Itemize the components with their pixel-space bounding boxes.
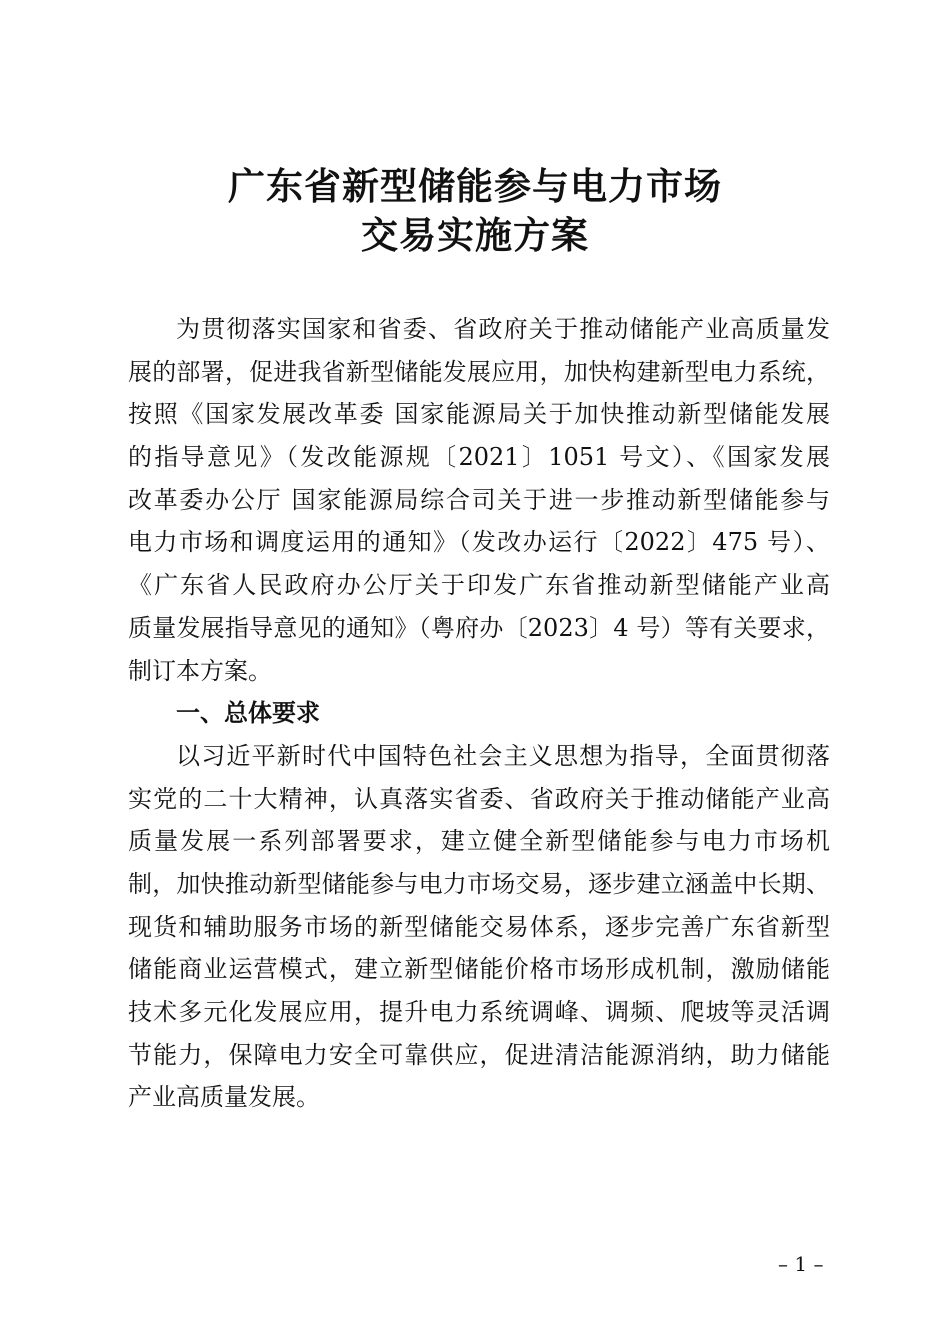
- intro-paragraph-line: 展的部署，促进我省新型储能发展应用，加快构建新型电力系统，: [128, 357, 830, 386]
- intro-paragraph-line: 质量发展指导意见的通知》（粤府办〔2023〕4 号）等有关要求，: [128, 613, 830, 642]
- section-paragraph-line: 节能力，保障电力安全可靠供应，促进清洁能源消纳，助力储能: [128, 1040, 830, 1069]
- intro-paragraph-line: 制订本方案。: [128, 656, 272, 685]
- intro-paragraph-line: 《广东省人民政府办公厅关于印发广东省推动新型储能产业高: [128, 571, 830, 600]
- section-paragraph-line: 储能商业运营模式，建立新型储能价格市场形成机制，激励储能: [128, 955, 830, 984]
- section-paragraph-line: 实党的二十大精神，认真落实省委、省政府关于推动储能产业高: [128, 784, 830, 813]
- section-paragraph-line: 技术多元化发展应用，提升电力系统调峰、调频、爬坡等灵活调: [128, 998, 830, 1026]
- title-line-2: 交易实施方案: [361, 214, 589, 257]
- intro-paragraph-line: 改革委办公厅 国家能源局综合司关于进一步推动新型储能参与: [128, 485, 830, 514]
- section-paragraph-line: 以习近平新时代中国特色社会主义思想为指导，全面贯彻落: [176, 741, 830, 770]
- section-heading: 一、总体要求: [176, 699, 320, 728]
- section-paragraph-line: 制，加快推动新型储能参与电力市场交易，逐步建立涵盖中长期、: [128, 869, 830, 898]
- section-paragraph-line: 质量发展一系列部署要求，建立健全新型储能参与电力市场机: [128, 827, 830, 856]
- document-body: [128, 308, 830, 1119]
- page-number: – 1 –: [778, 1252, 824, 1276]
- section-paragraph-line: 产业高质量发展。: [128, 1083, 320, 1112]
- intro-paragraph-line: 电力市场和调度运用的通知》（发改办运行〔2022〕475 号）、: [128, 528, 830, 557]
- title-line-1: 广东省新型储能参与电力市场: [228, 165, 722, 208]
- document-title: [0, 162, 950, 260]
- intro-paragraph-line: 按照《国家发展改革委 国家能源局关于加快推动新型储能发展: [128, 400, 830, 429]
- section-paragraph-line: 现货和辅助服务市场的新型储能交易体系，逐步完善广东省新型: [128, 912, 830, 941]
- intro-paragraph-line: 为贯彻落实国家和省委、省政府关于推动储能产业高质量发: [176, 315, 830, 343]
- intro-paragraph-line: 的指导意见》（发改能源规〔2021〕1051 号文）、《国家发展: [128, 443, 830, 472]
